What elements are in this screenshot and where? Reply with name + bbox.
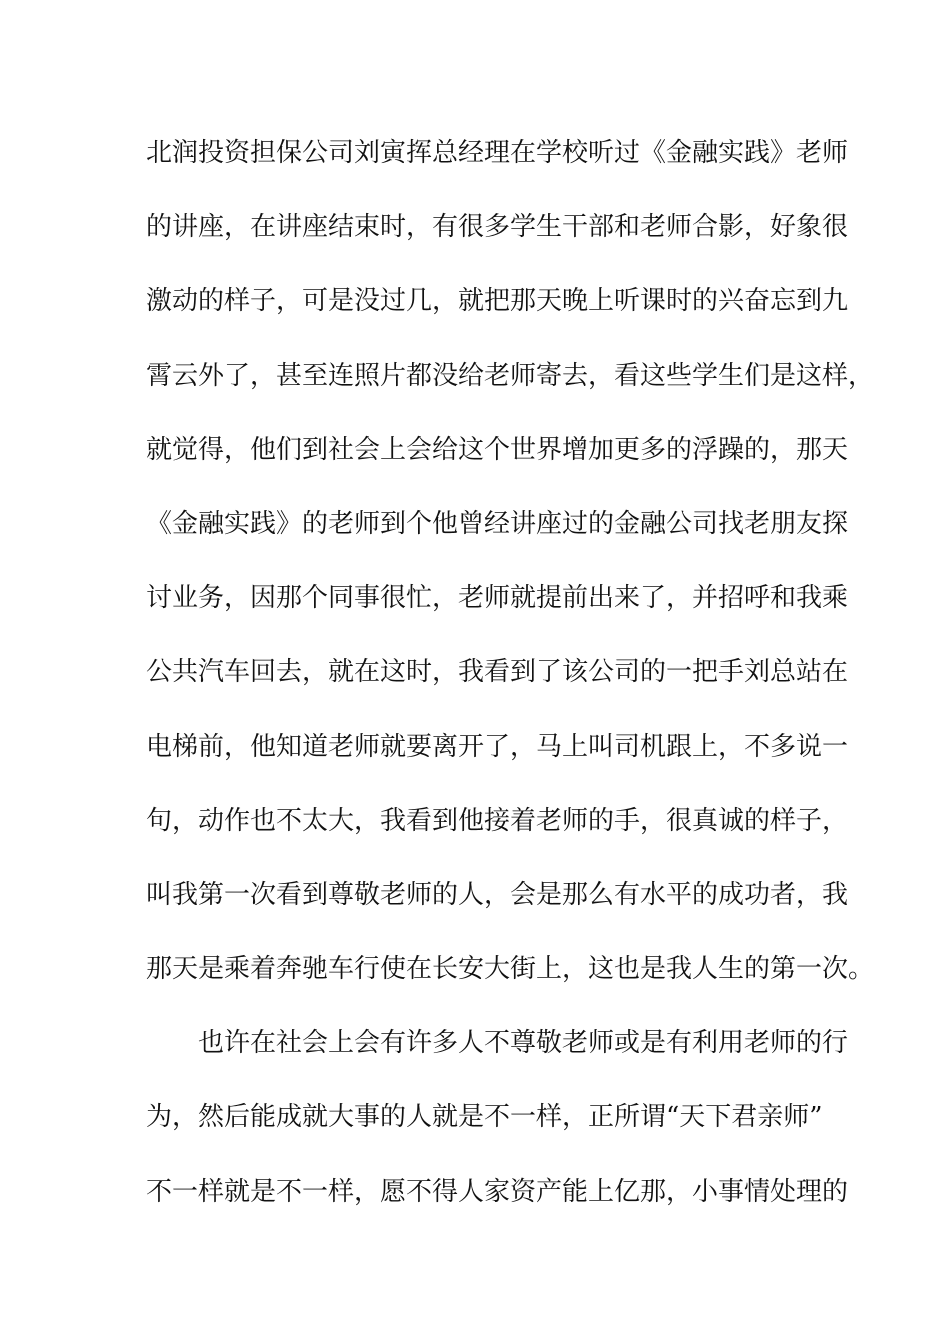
- text-line: 那天是乘着奔驰车行使在长安大街上，这也是我人生的第一次。: [146, 954, 875, 985]
- text-line: 《金融实践》的老师到个他曾经讲座过的金融公司找老朋友探: [146, 508, 849, 539]
- text-line: 公共汽车回去，就在这时，我看到了该公司的一把手刘总站在: [146, 657, 849, 688]
- text-line: 为，然后能成就大事的人就是不一样，正所谓“天下君亲师”: [146, 1102, 823, 1133]
- text-line: 叫我第一次看到尊敬老师的人，会是那么有水平的成功者，我: [146, 879, 849, 910]
- text-line: 电梯前，他知道老师就要离开了，马上叫司机跟上，不多说一: [146, 731, 849, 762]
- text-line: 就觉得，他们到社会上会给这个世界增加更多的浮躁的，那天: [146, 434, 849, 465]
- paragraph-start-line: 也许在社会上会有许多人不尊敬老师或是有利用老师的行: [198, 1028, 849, 1059]
- text-line: 句，动作也不太大，我看到他接着老师的手，很真诚的样子，: [146, 805, 849, 836]
- text-line: 北润投资担保公司刘寅挥总经理在学校听过《金融实践》老师: [146, 138, 849, 168]
- text-line: 的讲座，在讲座结束时，有很多学生干部和老师合影，好象很: [146, 212, 849, 243]
- text-line: 霄云外了，甚至连照片都没给老师寄去，看这些学生们是这样，: [146, 360, 875, 391]
- text-line: 讨业务，因那个同事很忙，老师就提前出来了，并招呼和我乘: [146, 583, 849, 614]
- text-line: 激动的样子，可是没过几，就把那天晚上听课时的兴奋忘到九: [146, 286, 849, 317]
- body-text: [146, 128, 875, 1241]
- text-line: 不一样就是不一样，愿不得人家资产能上亿那，小事情处理的: [146, 1176, 849, 1207]
